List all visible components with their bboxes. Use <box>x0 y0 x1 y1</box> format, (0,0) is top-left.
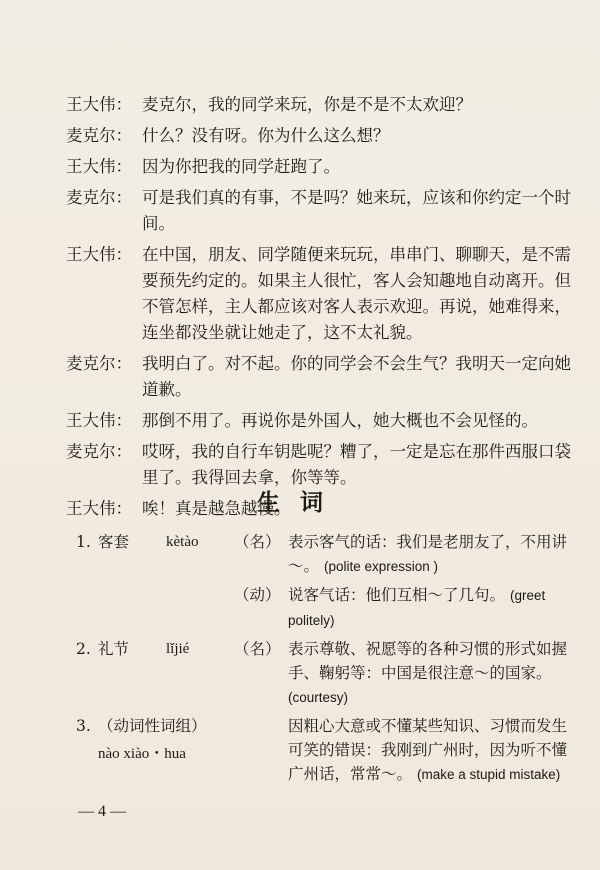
entry-number: 1. <box>76 533 91 551</box>
speech: 唉！真是越急越慢。 <box>142 499 291 518</box>
vocabulary-list <box>76 530 576 787</box>
entry-definition <box>288 637 576 710</box>
speech: 哎呀，我的自行车钥匙呢？糟了，一定是忘在那件西服口袋里了。我得回去拿，你等等。 <box>142 442 571 487</box>
dialogue-line <box>66 408 576 434</box>
speaker: 麦克尔： <box>66 188 132 207</box>
vocabulary-heading: 生词 <box>257 490 343 516</box>
speech: 可是我们真的有事，不是吗？她来玩，应该和你约定一个时间。 <box>142 188 571 233</box>
definition-text: 表示尊敬、祝愿等的各种习惯的形式如握手、鞠躬等：中国是很注意～的国家。 <box>288 640 568 682</box>
speech: 在中国，朋友、同学随便来玩玩，串串门、聊聊天，是不需要预先约定的。如果主人很忙，客人会知趣地自动离开。但不管怎样，主人都应该对客人表示欢迎。再说，她难得来，连坐都没坐就让她走了，这不太礼貌。 <box>142 245 571 342</box>
speech: 我明白了。对不起。你的同学会不会生气？我明天一定向她道歉。 <box>142 354 571 399</box>
speech: 麦克尔，我的同学来玩，你是不是不太欢迎？ <box>142 95 472 114</box>
entry-pos: （动词性词组） <box>98 717 207 735</box>
definition-text: 说客气话：他们互相～了几句。 <box>288 586 506 604</box>
entry-pinyin: kètào <box>166 534 199 550</box>
entry-pinyin: lǐjié <box>166 641 190 657</box>
vocab-entry <box>76 637 576 710</box>
entry-word: 客套 <box>98 533 130 551</box>
dialogue-line <box>66 351 576 403</box>
entry-pinyin: nào xiào・hua <box>98 746 186 762</box>
entry-definition <box>288 530 576 579</box>
dialogue-line <box>66 154 576 180</box>
speech: 那倒不用了。再说你是外国人，她大概也不会见怪的。 <box>142 411 538 430</box>
speaker: 麦克尔： <box>66 354 132 373</box>
speaker: 麦克尔： <box>66 442 132 461</box>
dialogue-line <box>66 123 576 149</box>
speaker: 王大伟： <box>66 499 132 518</box>
entry-pos: （名） <box>234 533 281 551</box>
dialogue-line <box>66 242 576 346</box>
speaker: 王大伟： <box>66 95 132 114</box>
speaker: 王大伟： <box>66 245 132 264</box>
vocab-entry-sense <box>76 583 576 633</box>
definition-text: 因粗心大意或不懂某些知识、习惯而发生可笑的错误：我刚到广州时，因为听不懂广州话，常常～。 <box>288 717 568 783</box>
definition-english: (courtesy) <box>288 690 349 705</box>
vocab-entry <box>76 714 576 787</box>
entry-number: 2. <box>76 640 91 658</box>
speaker: 王大伟： <box>66 157 132 176</box>
entry-definition <box>288 714 576 787</box>
definition-english: (make a stupid mistake) <box>416 767 561 782</box>
entry-pos: （名） <box>234 640 281 658</box>
dialogue <box>66 92 576 527</box>
entry-definition <box>288 583 576 633</box>
definition-english: (polite expression ) <box>323 559 439 574</box>
vocab-entry <box>76 530 576 579</box>
speaker: 王大伟： <box>66 411 132 430</box>
speaker: 麦克尔： <box>66 126 132 145</box>
speech: 什么？没有呀。你为什么这么想？ <box>142 126 390 145</box>
speech: 因为你把我的同学赶跑了。 <box>142 157 340 176</box>
entry-word: 礼节 <box>98 640 130 658</box>
page-number: — 4 — <box>78 803 126 820</box>
dialogue-line <box>66 92 576 118</box>
entry-pos: （动） <box>234 586 281 604</box>
definition-english: (greet politely) <box>288 588 546 628</box>
definition-text: 表示客气的话：我们是老朋友了，不用讲～。 <box>288 533 568 575</box>
dialogue-line <box>66 185 576 237</box>
entry-number: 3. <box>76 717 91 735</box>
